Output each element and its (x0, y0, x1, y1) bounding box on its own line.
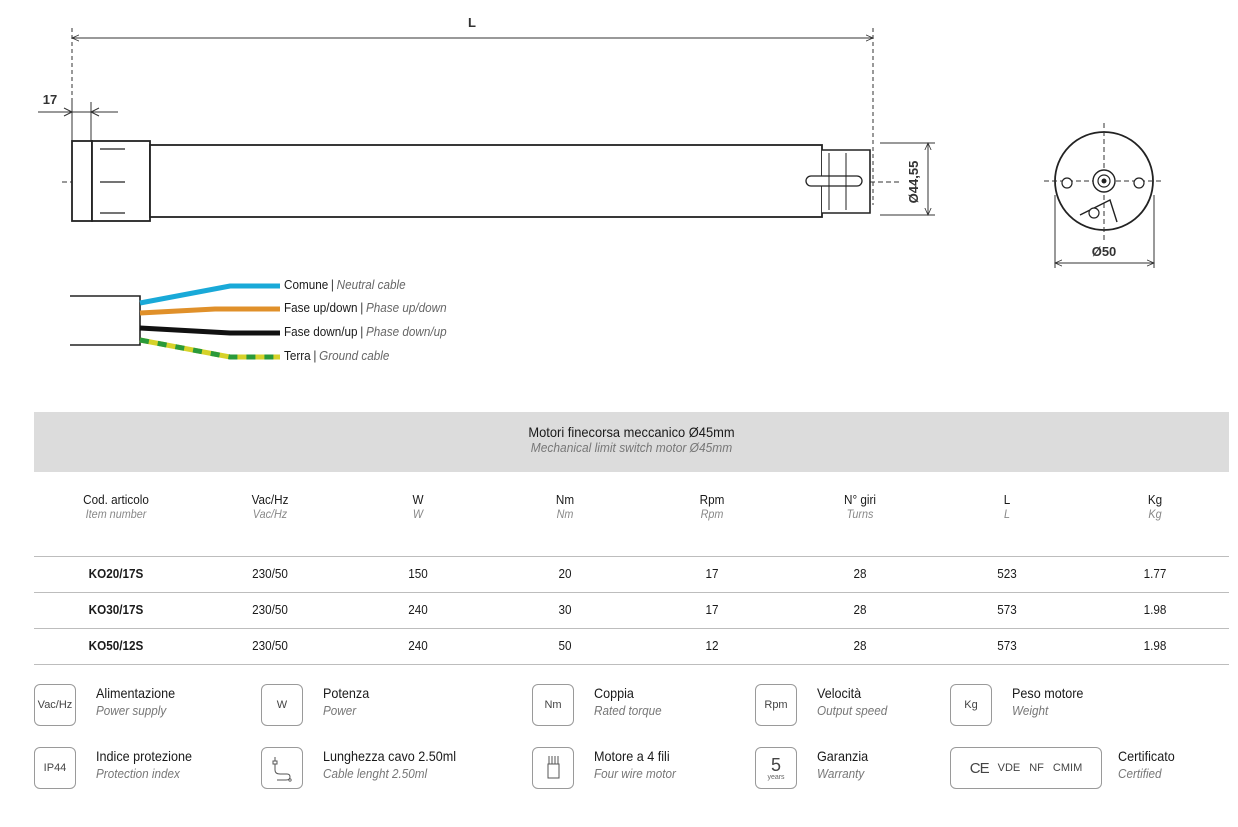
power-badge: W (261, 684, 303, 726)
cable-sheath (70, 296, 140, 345)
cable-wire-phase-down (140, 328, 280, 333)
weight-badge: Kg (950, 684, 992, 726)
table-row: KO50/12S 230/50 240 50 12 28 573 1.98 (34, 628, 1229, 663)
cable-icon (261, 747, 303, 789)
motor-tube (150, 145, 822, 217)
motor-head (72, 141, 150, 221)
cable-wire-phase-up (140, 309, 280, 313)
certification-marks (950, 747, 1102, 789)
column-header-vac-hz: Vac/Hz Vac/Hz (251, 492, 289, 521)
motor-technical-drawing (0, 0, 1238, 400)
table-row: KO20/17S 230/50 150 20 17 28 523 1.77 (34, 556, 1229, 591)
column-header-l: L L (1003, 492, 1011, 521)
cable-label-phase-down: Fase down/up | Phase down/up (284, 324, 447, 339)
warranty-badge: 5 years (755, 747, 797, 789)
table-header-row (34, 492, 1229, 552)
column-header-kg: Kg Kg (1147, 492, 1163, 521)
column-header-turns: N° giri Turns (843, 492, 876, 521)
table-title: Motori finecorsa meccanico Ø45mm (528, 424, 735, 440)
cable-label-phase-up: Fase up/down | Phase up/down (284, 300, 447, 315)
offset-label: 17 (42, 92, 58, 107)
speed-badge: Rpm (755, 684, 797, 726)
length-label: L (468, 15, 476, 30)
head-diameter-label: Ø50 (1091, 244, 1117, 259)
table-bottom-rule (34, 664, 1229, 665)
table-subtitle: Mechanical limit switch motor Ø45mm (530, 440, 733, 455)
column-header-nm: Nm Nm (555, 492, 575, 521)
table-banner (34, 412, 1229, 472)
torque-badge: Nm (532, 684, 574, 726)
cmim-mark: CMIM (1052, 762, 1083, 774)
table-row: KO30/17S 230/50 240 30 17 28 573 1.98 (34, 592, 1229, 627)
nf-mark: NF (1029, 762, 1044, 774)
power-supply-badge: Vac/Hz (34, 684, 76, 726)
cable-label-ground: Terra | Ground cable (284, 348, 390, 363)
cable-label-neutral: Comune | Neutral cable (284, 277, 406, 292)
motor-end-view (1044, 123, 1164, 240)
column-header-rpm: Rpm Rpm (699, 492, 725, 521)
column-header-w: W W (412, 492, 424, 521)
four-wire-icon (532, 747, 574, 789)
cable-wire-neutral (140, 286, 280, 303)
tube-diameter-label: Ø44,55 (906, 160, 921, 204)
ce-mark: CE (969, 759, 989, 777)
column-header-item-number: Cod. articolo Item number (83, 492, 149, 521)
protection-badge: IP44 (34, 747, 76, 789)
vde-mark: VDE (997, 762, 1021, 774)
